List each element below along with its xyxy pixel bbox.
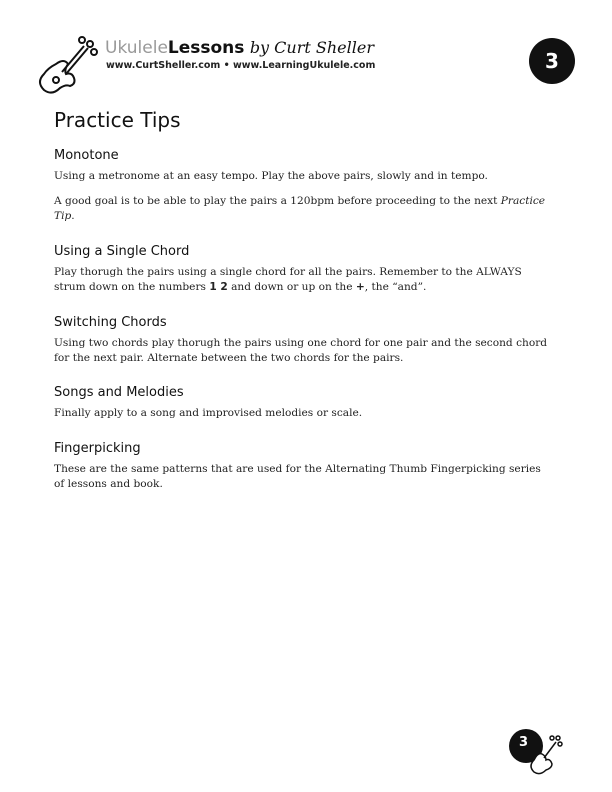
text: strum down on the numbers (54, 281, 210, 293)
page-badge: 3 (529, 38, 575, 84)
text: . (71, 210, 75, 222)
text: for the next pair. Alternate between the two chords for the pairs. (54, 352, 404, 364)
brand-ukulele: Ukulele (105, 38, 168, 58)
paragraph (54, 462, 564, 492)
section-heading: Using a Single Chord (54, 244, 190, 259)
section-heading: Songs and Melodies (54, 385, 184, 400)
page-title: Practice Tips (54, 108, 181, 132)
text: These are the same patterns that are used for the Alternating Thumb Fingerpicking series (54, 463, 541, 475)
text: A good goal is to be able to play the pairs a 120bpm before proceeding to the next (54, 195, 501, 207)
paragraph (54, 265, 564, 295)
website-urls: www.CurtSheller.com • www.LearningUkulele.com (106, 60, 376, 71)
text: Using two chords play thorugh the pairs using one chord for one pair and the second chord (54, 337, 548, 349)
section-heading: Switching Chords (54, 315, 167, 330)
footer-page-mark (508, 728, 564, 782)
brand-title (105, 38, 374, 58)
paragraph: Finally apply to a song and improvised melodies or scale. (54, 407, 363, 419)
section-monotone (54, 148, 564, 234)
section-fingerpicking (54, 441, 564, 502)
beat-numbers: 1 2 (209, 281, 228, 293)
plus-symbol: + (355, 281, 365, 293)
paragraph: Using a metronome at an easy tempo. Play the above pairs, slowly and in tempo. (54, 170, 488, 182)
paragraph (54, 194, 564, 224)
brand-author: by Curt Sheller (249, 38, 374, 57)
section-heading: Fingerpicking (54, 441, 141, 456)
paragraph (54, 336, 564, 366)
brand-lessons: Lessons (167, 38, 245, 58)
section-songs-melodies (54, 385, 564, 431)
footer-page-number: 3 (519, 735, 529, 750)
text: , the “and”. (364, 281, 427, 293)
text-italic: Practice (500, 195, 546, 207)
ukulele-logo-icon (34, 36, 100, 96)
section-heading: Monotone (54, 148, 119, 163)
section-single-chord (54, 244, 564, 305)
text-italic: Tip (54, 210, 72, 222)
section-switching-chords (54, 315, 564, 376)
text: of lessons and book. (54, 478, 163, 490)
text: and down or up on the (227, 281, 356, 293)
footer-ukulele-icon (508, 728, 564, 778)
text: Play thorugh the pairs using a single chord for all the pairs. Remember to the ALWAYS (54, 266, 522, 278)
